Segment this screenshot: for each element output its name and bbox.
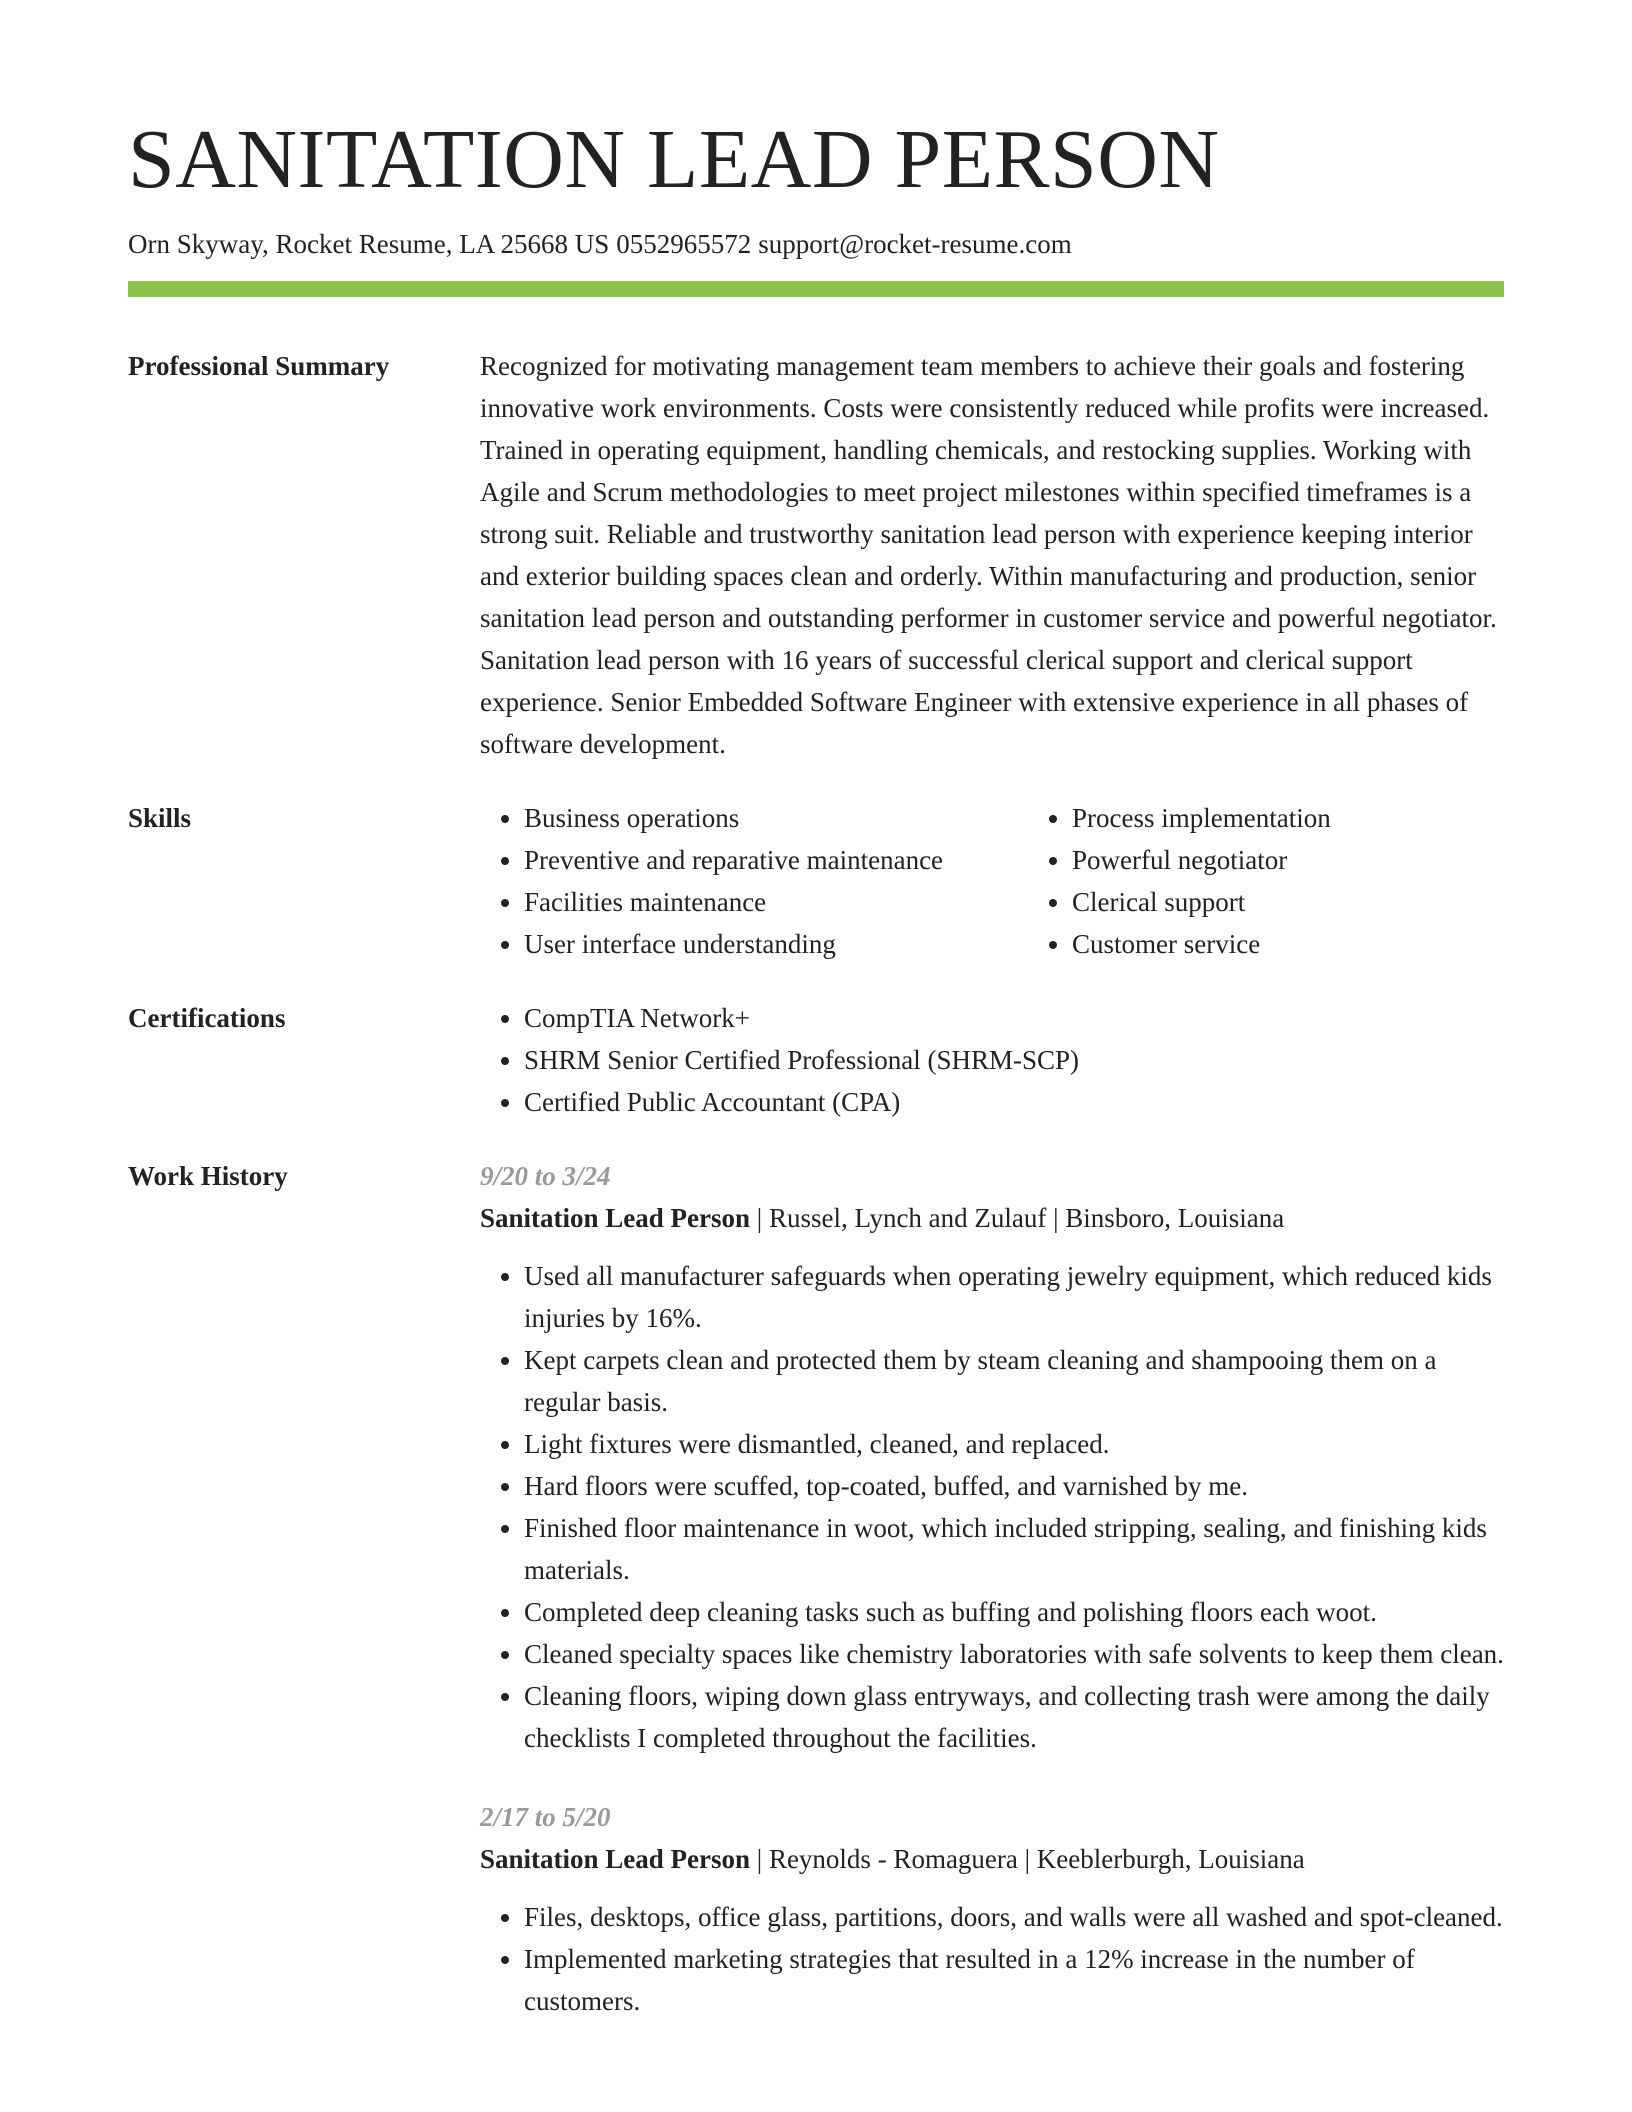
job-bullet: • Files, desktops, office glass, partitions, doors, and walls were all washed and spot-cleaned. <box>524 1896 1504 1938</box>
section-certifications <box>128 997 1504 1123</box>
job-company: Reynolds - Romaguera <box>768 1844 1018 1874</box>
job-location: Keeblerburgh, Louisiana <box>1036 1844 1305 1874</box>
skill-item: • Customer service <box>1072 923 1504 965</box>
job-bullet: • Implemented marketing strategies that resulted in a 12% increase in the number of customers. <box>524 1938 1504 2022</box>
skill-item: • Powerful negotiator <box>1072 839 1504 881</box>
skill-item: • Business operations <box>524 797 1028 839</box>
job-entry <box>480 1155 1504 1759</box>
summary-body <box>480 345 1504 765</box>
certification-item: • CompTIA Network+ <box>524 997 1504 1039</box>
summary-text: Recognized for motivating management team members to achieve their goals and fostering innovative work environments. Costs were consistently reduced while profits were increased. Trained in operating equipment, handling chemicals, and restocking supplies. Working with Agile and Scrum methodologies to meet project milestones within specified timeframes is a strong suit. Reliable and trustworthy sanitation lead person with experience keeping interior and exterior building spaces clean and orderly. Within manufacturing and production, senior sanitation lead person and outstanding performer in customer service and powerful negotiator. Sanitation lead person with 16 years of successful clerical support and clerical support experience. Senior Embedded Software Engineer with extensive experience in all phases of software development. <box>480 351 1497 759</box>
contact-address: Orn Skyway, Rocket Resume, LA 25668 US <box>128 229 610 259</box>
section-title-summary: Professional Summary <box>128 351 390 381</box>
job-title: Sanitation Lead Person <box>480 1203 751 1233</box>
skills-grid <box>480 797 1504 965</box>
job-bullet: • Finished floor maintenance in woot, which included stripping, sealing, and finishing kids materials. <box>524 1507 1504 1591</box>
skill-item: • Process implementation <box>1072 797 1504 839</box>
skill-item: • Clerical support <box>1072 881 1504 923</box>
section-skills <box>128 797 1504 965</box>
job-dates: 9/20 to 3/24 <box>480 1161 611 1191</box>
contact-email: support@rocket-resume.com <box>758 229 1072 259</box>
job-bullet: • Cleaning floors, wiping down glass entryways, and collecting trash were among the daily checklists I completed throughout the facilities. <box>524 1675 1504 1759</box>
resume-name: SANITATION LEAD PERSON <box>128 113 1220 206</box>
skills-column-right <box>1028 797 1504 965</box>
job-location: Binsboro, Louisiana <box>1065 1203 1285 1233</box>
job-title: Sanitation Lead Person <box>480 1844 751 1874</box>
job-bullet: • Completed deep cleaning tasks such as buffing and polishing floors each woot. <box>524 1591 1504 1633</box>
job-bullet: • Kept carpets clean and protected them by steam cleaning and shampooing them on a regular basis. <box>524 1339 1504 1423</box>
job-bullet: • Cleaned specialty spaces like chemistry laboratories with safe solvents to keep them clean. <box>524 1633 1504 1675</box>
skill-item: • Facilities maintenance <box>524 881 1028 923</box>
job-bullet: • Used all manufacturer safeguards when operating jewelry equipment, which reduced kids injuries by 16%. <box>524 1255 1504 1339</box>
work-history-body <box>480 1155 1504 2022</box>
header-divider <box>128 281 1504 297</box>
section-title-certifications: Certifications <box>128 1003 286 1033</box>
job-entry <box>480 1796 1504 2022</box>
job-heading: Sanitation Lead Person | Russel, Lynch and Zulauf | Binsboro, Louisiana <box>480 1203 1285 1233</box>
section-work-history <box>128 1155 1504 2022</box>
job-bullet: • Hard floors were scuffed, top-coated, buffed, and varnished by me. <box>524 1465 1504 1507</box>
certifications-list <box>480 997 1504 1123</box>
section-professional-summary <box>128 345 1504 765</box>
job-company: Russel, Lynch and Zulauf <box>768 1203 1047 1233</box>
job-bullet-list <box>480 1896 1504 2022</box>
skill-item: • Preventive and reparative maintenance <box>524 839 1028 881</box>
section-title-work-history: Work History <box>128 1161 288 1191</box>
resume-page <box>128 113 1504 2022</box>
job-dates: 2/17 to 5/20 <box>480 1802 611 1832</box>
contact-line <box>128 226 1504 262</box>
contact-phone: 0552965572 <box>616 229 752 259</box>
section-title-skills: Skills <box>128 803 192 833</box>
skills-column-left <box>480 797 1028 965</box>
certifications-body <box>480 997 1504 1123</box>
certification-item: • SHRM Senior Certified Professional (SHRM-SCP) <box>524 1039 1504 1081</box>
job-bullet-list <box>480 1255 1504 1759</box>
certification-item: • Certified Public Accountant (CPA) <box>524 1081 1504 1123</box>
job-heading: Sanitation Lead Person | Reynolds - Romaguera | Keeblerburgh, Louisiana <box>480 1844 1305 1874</box>
job-bullet: • Light fixtures were dismantled, cleaned, and replaced. <box>524 1423 1504 1465</box>
skill-item: • User interface understanding <box>524 923 1028 965</box>
